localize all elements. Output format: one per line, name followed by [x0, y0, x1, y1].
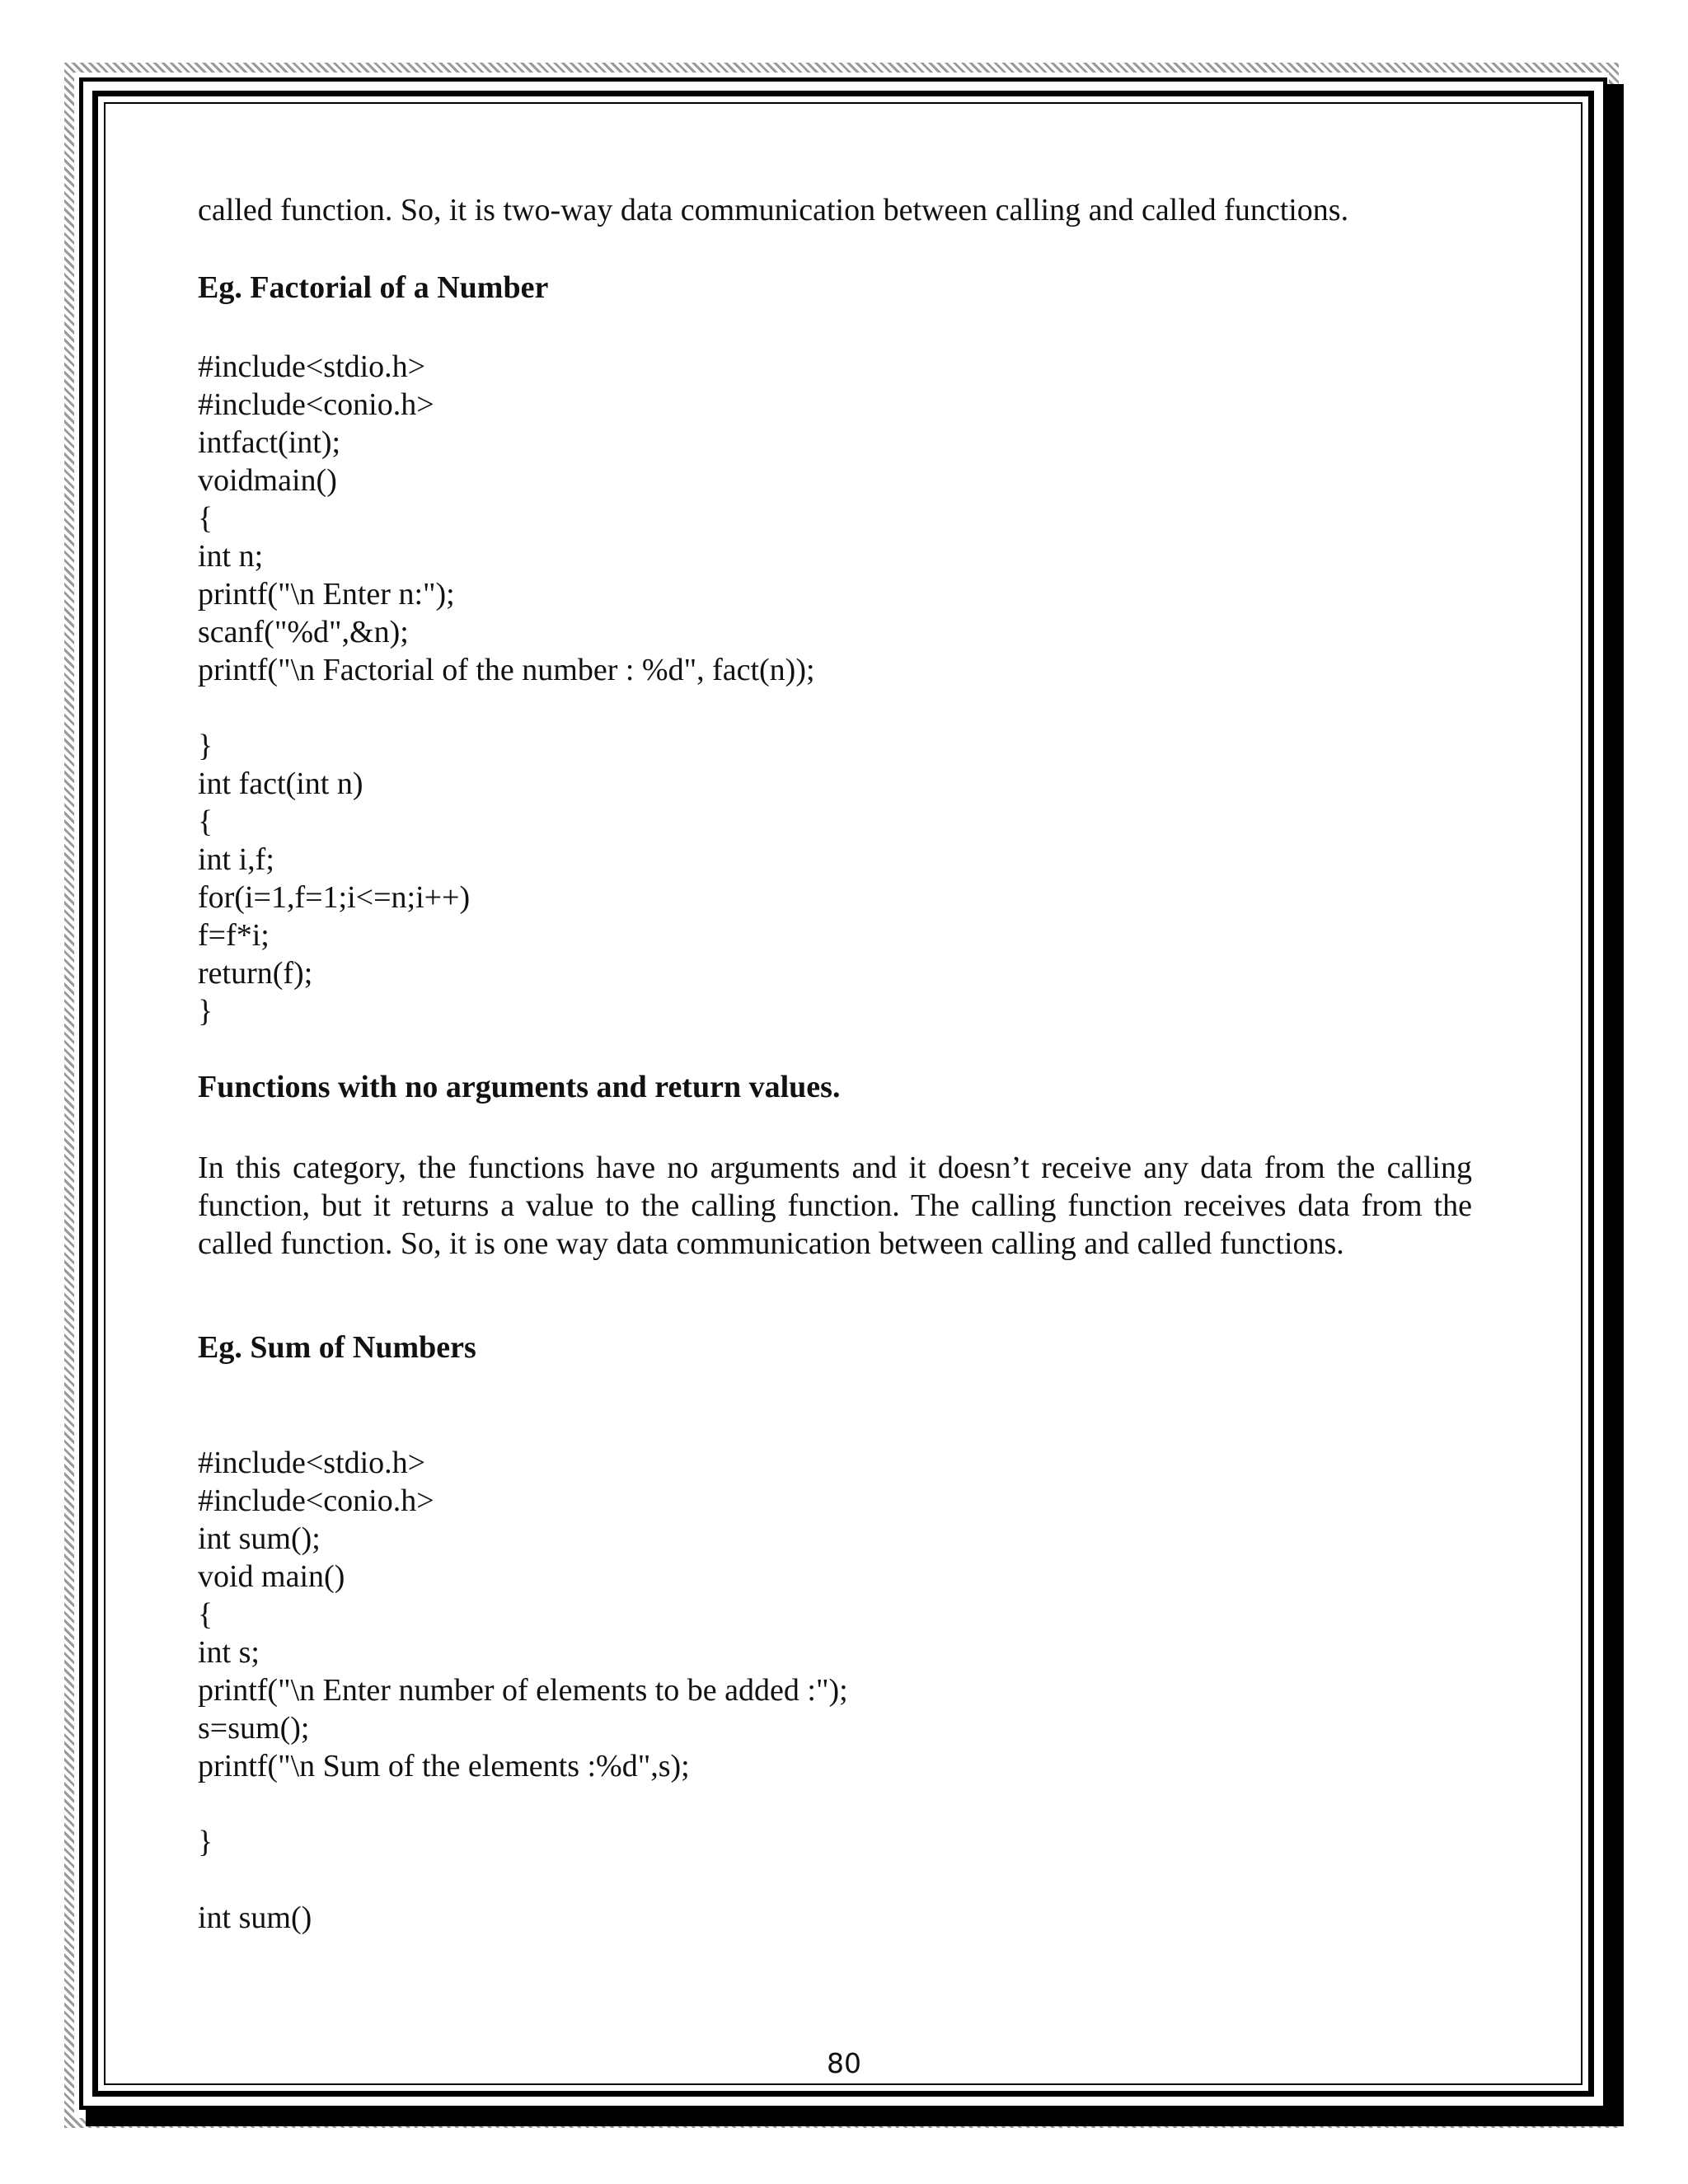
code-line: #include<conio.h>	[198, 1483, 434, 1518]
code-line: }	[198, 1825, 213, 1859]
code-line: {	[198, 501, 213, 536]
code-line: int sum();	[198, 1521, 321, 1556]
code-line: int fact(int n)	[198, 766, 363, 801]
code-line: #include<stdio.h>	[198, 349, 426, 384]
page-content	[198, 191, 1472, 1937]
code-line: printf("\n Sum of the elements :%d",s);	[198, 1749, 690, 1783]
code-line: int s;	[198, 1635, 260, 1670]
code-line: voidmain()	[198, 463, 337, 498]
intro-line: called function. So, it is two-way data communication between calling and called functions.	[198, 193, 1349, 227]
sum-code-block	[198, 1444, 1472, 1937]
example1-heading: Eg. Factorial of a Number	[198, 270, 549, 305]
code-line: printf("\n Enter number of elements to be added :");	[198, 1673, 848, 1708]
code-line: s=sum();	[198, 1711, 310, 1746]
code-line: printf("\n Factorial of the number : %d", fact(n));	[198, 653, 815, 687]
code-line: printf("\n Enter n:");	[198, 577, 455, 612]
code-line	[198, 1785, 1472, 1823]
code-line: {	[198, 1597, 213, 1632]
code-line: #include<stdio.h>	[198, 1446, 426, 1480]
code-line: #include<conio.h>	[198, 387, 434, 422]
code-line: int sum()	[198, 1900, 312, 1935]
section-paragraph: In this category, the functions have no arguments and it doesn’t receive any data from the calling function, but it returns a value to the calling function. The calling function receives data from the called function. So, it is one way data communication between calling and called functions.	[198, 1151, 1472, 1261]
code-line: scanf("%d",&n);	[198, 615, 409, 649]
code-line: void main()	[198, 1559, 345, 1594]
page-number: 80	[827, 2047, 861, 2079]
factorial-code-block	[198, 348, 1472, 1030]
code-line: for(i=1,f=1;i<=n;i++)	[198, 880, 471, 915]
code-line: {	[198, 804, 213, 839]
code-line: int i,f;	[198, 842, 274, 877]
code-line: f=f*i;	[198, 918, 270, 953]
code-line: intfact(int);	[198, 425, 341, 460]
code-line	[198, 1861, 1472, 1899]
code-line: return(f);	[198, 956, 313, 991]
section-heading: Functions with no arguments and return values.	[198, 1070, 841, 1104]
code-line: int n;	[198, 539, 264, 574]
code-line: }	[198, 729, 213, 763]
example2-heading: Eg. Sum of Numbers	[198, 1330, 476, 1365]
code-line: }	[198, 994, 213, 1029]
code-line	[198, 689, 1472, 727]
